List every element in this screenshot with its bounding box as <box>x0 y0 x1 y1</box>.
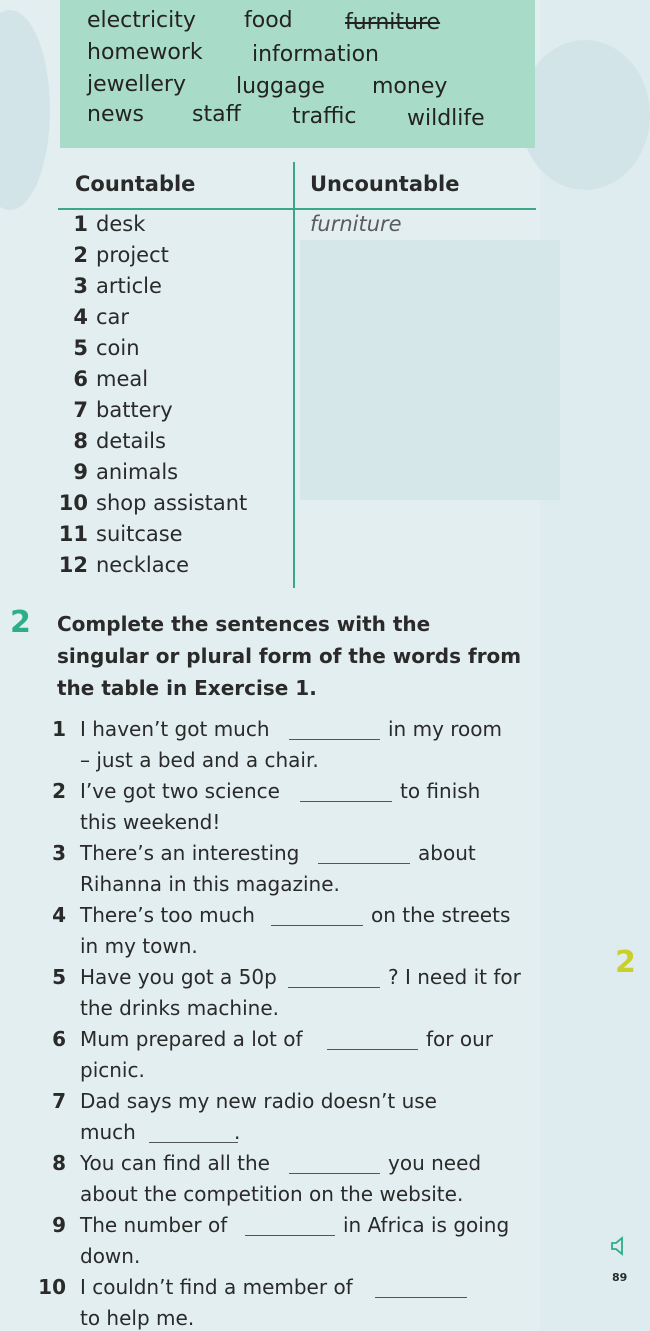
row-number: 4 <box>73 305 88 329</box>
word-box-item: furniture <box>345 10 441 35</box>
uncountable-example: furniture <box>310 212 402 236</box>
sentence-part-a: There’s an interesting <box>80 841 300 865</box>
sentence-part-b: ? I need it for <box>388 965 521 989</box>
sentence-number-label: 9 <box>52 1213 66 1237</box>
word-box-item: luggage <box>236 74 325 99</box>
sentence-part-c: in my town. <box>80 934 198 958</box>
answer-blank[interactable] <box>300 801 392 802</box>
sentence-part-c: this weekend! <box>80 810 221 834</box>
table-header-divider <box>58 208 536 210</box>
countable-word: meal <box>96 367 149 391</box>
row-number: 6 <box>73 367 88 391</box>
answer-blank[interactable] <box>318 863 410 864</box>
word-box-item: electricity <box>87 8 196 33</box>
word-box-item: news <box>87 102 144 127</box>
countable-header: Countable <box>75 172 196 196</box>
sentence-part-c: about the competition on the website. <box>80 1182 464 1206</box>
next-exercise-number: 2 <box>615 945 636 980</box>
row-number: 2 <box>73 243 88 267</box>
word-box-item: jewellery <box>87 72 186 97</box>
table-row <box>58 367 148 391</box>
countable-word: article <box>96 274 162 298</box>
sentence-part-a: I’ve got two science <box>80 779 280 803</box>
countable-word: battery <box>96 398 173 422</box>
table-row <box>58 398 173 422</box>
word-box-item: information <box>252 42 379 67</box>
answer-blank[interactable] <box>289 739 380 740</box>
table-row <box>58 305 129 329</box>
countable-word: suitcase <box>96 522 183 546</box>
table-row <box>58 274 162 298</box>
row-number: 7 <box>73 398 88 422</box>
word-box-item: money <box>372 74 448 99</box>
table-column-divider <box>293 162 295 588</box>
sentence-part-b: on the streets <box>371 903 511 927</box>
sentence-part-a: You can find all the <box>80 1151 270 1175</box>
sentence-part-c: to help me. <box>80 1306 195 1330</box>
sentence-part-a: Have you got a 50p <box>80 965 277 989</box>
table-row <box>58 212 145 236</box>
table-row <box>58 553 189 577</box>
sentence-number-label: 7 <box>52 1089 66 1113</box>
sentence-number-label: 6 <box>52 1027 66 1051</box>
sentence-part-a: I couldn’t find a member of <box>80 1275 353 1299</box>
sentence-number-label: 2 <box>52 779 66 803</box>
row-number: 5 <box>73 336 88 360</box>
sentence-part-c: down. <box>80 1244 141 1268</box>
countable-word: desk <box>96 212 146 236</box>
row-number: 11 <box>58 522 88 546</box>
countable-word: project <box>96 243 169 267</box>
sentence-part-b: about <box>418 841 476 865</box>
sentence-part-d: . <box>234 1120 241 1144</box>
word-box-item: traffic <box>292 104 357 129</box>
sentence-part-b: in Africa is going <box>343 1213 510 1237</box>
sentence-part-c: much <box>80 1120 136 1144</box>
answer-blank[interactable] <box>245 1235 335 1236</box>
uncountable-header: Uncountable <box>310 172 460 196</box>
row-number: 1 <box>73 212 88 236</box>
table-row <box>58 460 178 484</box>
table-row <box>58 522 183 546</box>
row-number: 8 <box>73 429 88 453</box>
sentence-number-label: 10 <box>38 1275 66 1299</box>
vocabulary-table <box>58 160 536 590</box>
sentence-part-b: to finish <box>400 779 481 803</box>
answer-blank[interactable] <box>289 1173 380 1174</box>
sentence-part-a: Dad says my new radio doesn’t use <box>80 1089 437 1113</box>
answer-blank[interactable] <box>149 1142 238 1143</box>
row-number: 12 <box>58 553 88 577</box>
countable-word: car <box>96 305 130 329</box>
countable-word: shop assistant <box>96 491 248 515</box>
sentence-part-a: Mum prepared a lot of <box>80 1027 303 1051</box>
sentence-part-c: picnic. <box>80 1058 145 1082</box>
countable-word: animals <box>96 460 179 484</box>
sentence-part-c: the drinks machine. <box>80 996 279 1020</box>
speaker-icon[interactable] <box>610 1236 630 1256</box>
sentence-number-label: 3 <box>52 841 66 865</box>
sentence-number-label: 5 <box>52 965 66 989</box>
sentence-part-c: – just a bed and a chair. <box>80 748 319 772</box>
sentence-part-b: for our <box>426 1027 493 1051</box>
row-number: 3 <box>73 274 88 298</box>
word-box-item: wildlife <box>407 106 485 131</box>
table-row <box>58 336 140 360</box>
table-row <box>58 243 169 267</box>
background-shape <box>520 40 650 190</box>
sentence-part-a: The number of <box>80 1213 228 1237</box>
word-box-item: homework <box>87 40 203 65</box>
word-box-item: staff <box>192 102 241 127</box>
answer-blank[interactable] <box>271 925 363 926</box>
table-row <box>58 491 247 515</box>
countable-word: details <box>96 429 166 453</box>
exercise-instruction: Complete the sentences with the singular or plural form of the words from the table in Exercise 1. <box>57 612 522 700</box>
countable-word: coin <box>96 336 140 360</box>
sentence-number-label: 4 <box>52 903 66 927</box>
countable-word: necklace <box>96 553 190 577</box>
page-number: 89 <box>612 1271 628 1284</box>
answer-blank[interactable] <box>375 1297 467 1298</box>
sentence-part-a: I haven’t got much <box>80 717 270 741</box>
word-box-item: food <box>244 8 293 33</box>
answer-blank[interactable] <box>288 987 380 988</box>
table-row <box>58 429 166 453</box>
row-number: 10 <box>58 491 88 515</box>
sentence-number-label: 1 <box>52 717 66 741</box>
sentence-part-b: you need <box>388 1151 482 1175</box>
sentence-number-label: 8 <box>52 1151 66 1175</box>
exercise-number: 2 <box>10 605 31 640</box>
answer-blank[interactable] <box>327 1049 418 1050</box>
sentence-part-b: in my room <box>388 717 503 741</box>
row-number: 9 <box>73 460 88 484</box>
sentence-part-a: There’s too much <box>80 903 255 927</box>
sentence-part-c: Rihanna in this magazine. <box>80 872 340 896</box>
